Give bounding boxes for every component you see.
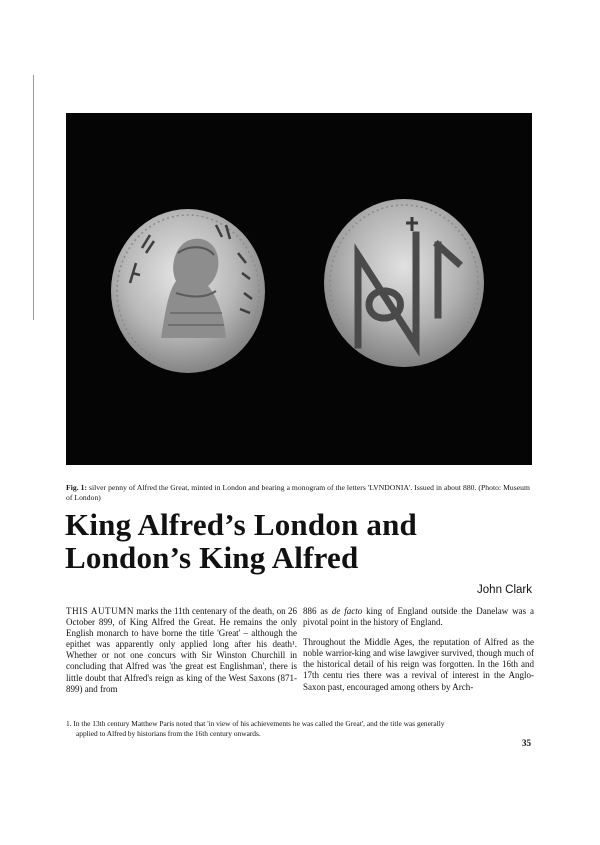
caption-label: Fig. 1: [66, 483, 88, 492]
coin-illustration [66, 113, 532, 465]
coin-reverse [324, 199, 484, 367]
paragraph [303, 606, 534, 628]
figure-caption [66, 483, 536, 503]
footnote-line: applied to Alfred by historians from the 16th century onwards. [76, 729, 261, 738]
article-title [65, 508, 565, 574]
margin-rule [33, 75, 34, 320]
italic-term: de facto [331, 606, 363, 616]
lead-in: THIS AUTUMN [66, 606, 134, 616]
title-line-2: London’s King Alfred [65, 540, 359, 575]
paragraph [66, 606, 297, 695]
footnote [66, 719, 536, 739]
page-number: 35 [522, 738, 531, 748]
paragraph: Throughout the Middle Ages, the reputation of Alfred as the noble warrior-king and wise lawgiver survived, though much of the historical detail of his reign was forgotten. In the 16th and 17th centu ries there was a revival of interest in the Anglo-Saxon past, encouraged among others by Arch- [303, 637, 534, 692]
coin-obverse [111, 209, 265, 373]
body-column-2 [303, 606, 534, 702]
author-byline: John Clark [477, 584, 532, 596]
caption-text: silver penny of Alfred the Great, minted in London and bearing a monogram of the letters 'LVNDONIA'. Issued in about 880. (Photo: Museum of London) [66, 483, 530, 502]
body-column-1 [66, 606, 297, 704]
coin-photograph [66, 113, 532, 465]
footnote-line: 1. In the 13th century Matthew Paris noted that 'in view of his achievements he was called the Great', and the title was generally [66, 719, 445, 728]
title-line-1: King Alfred’s London and [65, 507, 417, 542]
paragraph-text: marks the 11th centenary of the death, on 26 October 899, of King Alfred the Great. He remains the only English monarch to have borne the title 'Great' – although the epithet was apparently only applied long after his death¹. Whether or not one concurs with Sir Winston Churchill in concluding that Alfred was 'the great est Englishman', there is little doubt that Alfred's reign as king of the West Saxons (871-899) and from [66, 606, 297, 694]
paragraph-text: king of England outside the Danelaw was a pivotal point in the history of England. [303, 606, 535, 628]
paragraph-text: 886 as [303, 606, 328, 616]
